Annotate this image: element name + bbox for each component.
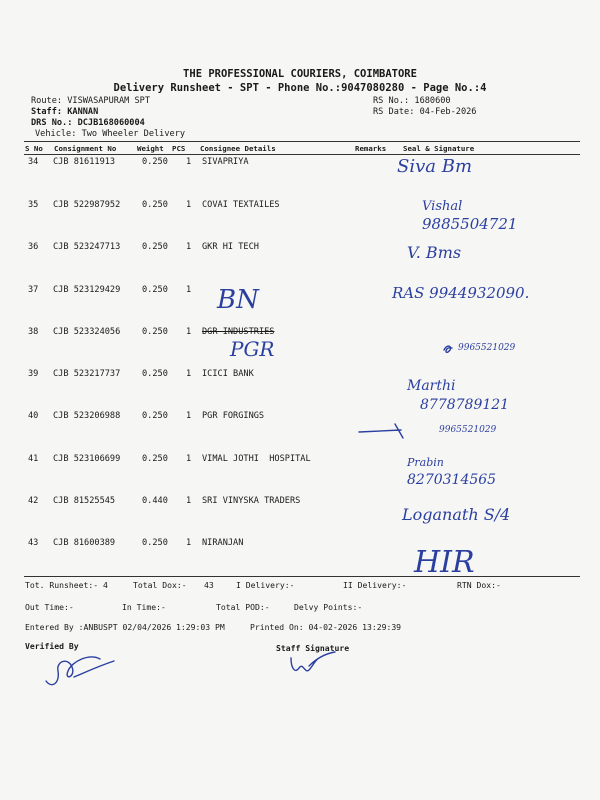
total-dox-value: 43 (204, 580, 214, 590)
svg-text:HIR: HIR (414, 545, 475, 580)
handwriting-row-37-left (215, 278, 285, 318)
row-42-pcs: 1 (186, 496, 192, 506)
row-41-pcs: 1 (186, 454, 192, 464)
delvy-points: Delvy Points:- (294, 602, 363, 612)
row-43-consignee: NIRANJAN (202, 538, 244, 548)
row-36-consignment: CJB 523247713 (53, 242, 121, 252)
entered-by: Entered By :ANBUSPT 02/04/2026 1:29:03 PM (25, 622, 225, 632)
row-38-consignee: DGR INDUSTRIES (202, 327, 275, 337)
signature-row-42 (400, 500, 560, 530)
rs-date: RS Date: 04-Feb-2026 (373, 107, 477, 117)
row-43-consignment: CJB 81600389 (53, 538, 116, 548)
row-35-weight: 0.250 (142, 200, 168, 210)
svg-text:9885504721: 9885504721 (422, 215, 518, 233)
signature-row-41 (405, 450, 535, 492)
staff-signature-label: Staff Signature (276, 643, 350, 653)
signature-row-40 (355, 412, 535, 446)
row-35-pcs: 1 (186, 200, 192, 210)
rs-number: RS No.: 1680600 (373, 96, 451, 106)
row-35-consignee: COVAI TEXTAILES (202, 200, 280, 210)
row-42-consignee: SRI VINYSKA TRADERS (202, 496, 301, 506)
col-pcs: PCS (172, 144, 186, 153)
row-42-sno: 42 (28, 496, 39, 506)
row-35-sno: 35 (28, 200, 39, 210)
in-time: In Time:- (122, 602, 166, 612)
svg-text:RAS 9944932090.: RAS 9944932090. (392, 284, 530, 302)
row-34-consignee: SIVAPRIYA (202, 157, 249, 167)
row-41-sno: 41 (28, 454, 39, 464)
tot-runsheet: Tot. Runsheet:- 4 (25, 580, 108, 590)
row-36-weight: 0.250 (142, 242, 168, 252)
svg-text:BN: BN (217, 285, 259, 315)
col-weight: Weight (137, 144, 164, 153)
row-40-sno: 40 (28, 411, 39, 421)
row-39-weight: 0.250 (142, 369, 168, 379)
row-39-consignee: ICICI BANK (202, 369, 254, 379)
row-41-weight: 0.250 (142, 454, 168, 464)
row-40-pcs: 1 (186, 411, 192, 421)
row-34-pcs: 1 (186, 157, 192, 167)
row-35-consignment: CJB 522987952 (53, 200, 121, 210)
row-38-sno: 38 (28, 327, 39, 337)
printed-on: Printed On: 04-02-2026 13:29:39 (250, 622, 402, 632)
row-39-sno: 39 (28, 369, 39, 379)
staff-label: Staff: KANNAN (31, 107, 99, 117)
company-title: THE PROFESSIONAL COURIERS, COIMBATORE (183, 68, 417, 80)
runsheet-title: Delivery Runsheet - SPT - Phone No.:9047080280 - Page No.:4 (113, 82, 487, 94)
svg-text:Siva Bm: Siva Bm (397, 156, 473, 177)
row-42-weight: 0.440 (142, 496, 168, 506)
row-34-sno: 34 (28, 157, 39, 167)
rtn-dox: RTN Dox:- (457, 580, 501, 590)
row-39-pcs: 1 (186, 369, 192, 379)
total-pod: Total POD:- (216, 602, 270, 612)
signature-row-34 (395, 150, 505, 180)
row-41-consignment: CJB 523106699 (53, 454, 121, 464)
col-consignee: Consignee Details (200, 144, 276, 153)
row-38-pcs: 1 (186, 327, 192, 337)
row-39-consignment: CJB 523217737 (53, 369, 121, 379)
row-43-sno: 43 (28, 538, 39, 548)
vehicle-label: Vehicle: Two Wheeler Delivery (35, 129, 186, 139)
row-41-consignee: VIMAL JOTHI HOSPITAL (202, 454, 311, 464)
row-40-weight: 0.250 (142, 411, 168, 421)
signature-row-36 (405, 238, 505, 268)
svg-text:Vishal: Vishal (422, 199, 463, 214)
total-dox-label: Total Dox:- (133, 580, 187, 590)
svg-text:Loganath S/4: Loganath S/4 (402, 505, 511, 524)
svg-text:PGR: PGR (230, 337, 275, 361)
i-delivery: I Delivery:- (236, 580, 295, 590)
row-38-weight: 0.250 (142, 327, 168, 337)
svg-text:9965521029: 9965521029 (439, 425, 497, 435)
footer-rule (24, 576, 580, 577)
row-34-consignment: CJB 81611913 (53, 157, 116, 167)
row-43-weight: 0.250 (142, 538, 168, 548)
signature-row-37 (390, 278, 565, 306)
ii-delivery: II Delivery:- (343, 580, 407, 590)
svg-text:8778789121: 8778789121 (420, 397, 510, 413)
col-seal-signature: Seal & Signature (403, 144, 475, 153)
svg-text:8270314565: 8270314565 (407, 472, 497, 488)
header-rule-top (24, 141, 580, 142)
svg-text:Marthi: Marthi (407, 378, 456, 394)
row-37-weight: 0.250 (142, 285, 168, 295)
row-43-pcs: 1 (186, 538, 192, 548)
svg-text:9965521029: 9965521029 (458, 343, 516, 353)
col-sno: S No (25, 144, 43, 153)
row-40-consignment: CJB 523206988 (53, 411, 121, 421)
out-time: Out Time:- (25, 602, 74, 612)
row-36-sno: 36 (28, 242, 39, 252)
drs-number: DRS No.: DCJB168060004 (31, 118, 145, 128)
verified-by-signature (40, 645, 140, 695)
row-36-consignee: GKR HI TECH (202, 242, 259, 252)
verified-by-label: Verified By (25, 641, 79, 651)
row-38-consignment: CJB 523324056 (53, 327, 121, 337)
signature-row-35 (420, 192, 550, 234)
row-37-consignment: CJB 523129429 (53, 285, 121, 295)
row-37-sno: 37 (28, 285, 39, 295)
row-37-pcs: 1 (186, 285, 192, 295)
signature-row-38 (440, 330, 540, 360)
row-36-pcs: 1 (186, 242, 192, 252)
staff-signature-mark (285, 650, 355, 680)
signature-row-39 (405, 372, 545, 414)
col-remarks: Remarks (355, 144, 387, 153)
svg-text:V. Bms: V. Bms (407, 243, 462, 262)
row-42-consignment: CJB 81525545 (53, 496, 116, 506)
handwriting-row-38-left (228, 332, 298, 366)
svg-text:Prabin: Prabin (407, 456, 444, 469)
route-label: Route: VISWASAPURAM SPT (31, 96, 150, 106)
col-consignment: Consignment No (54, 144, 117, 153)
row-34-weight: 0.250 (142, 157, 168, 167)
row-40-consignee: PGR FORGINGS (202, 411, 265, 421)
